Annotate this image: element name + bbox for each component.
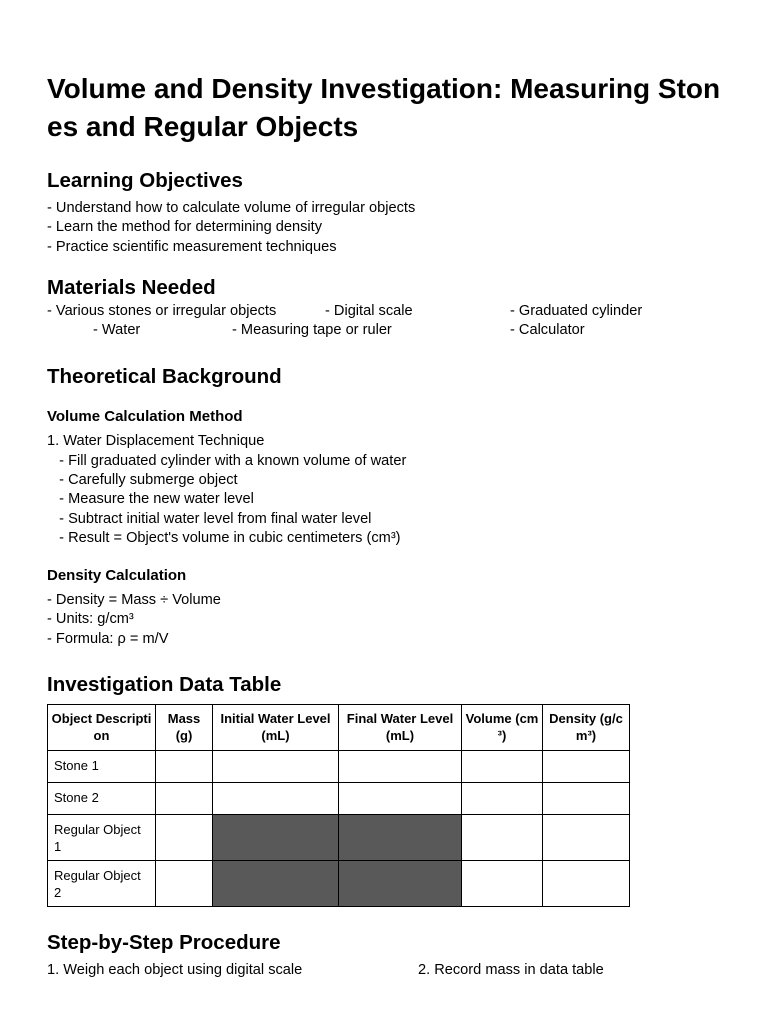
objective-item: - Understand how to calculate volume of irregular objects xyxy=(47,200,416,216)
object-label-cell: Stone 2 xyxy=(48,783,156,815)
shaded-cell xyxy=(213,815,339,861)
material-item: - Measuring tape or ruler xyxy=(232,322,392,338)
table-row xyxy=(48,815,630,861)
table-header-row xyxy=(48,705,630,751)
volume-method-line: - Measure the new water level xyxy=(47,491,254,507)
table-row xyxy=(48,783,630,815)
volume-method-line: - Subtract initial water level from final water level xyxy=(47,511,372,527)
final-level-cell[interactable] xyxy=(339,783,462,815)
material-item: - Calculator xyxy=(510,322,585,338)
material-item: - Graduated cylinder xyxy=(510,303,643,319)
material-item: - Digital scale xyxy=(325,303,413,319)
mass-cell[interactable] xyxy=(156,751,213,783)
initial-level-cell[interactable] xyxy=(213,783,339,815)
volume-cell[interactable] xyxy=(462,861,543,907)
page-title: Volume and Density Investigation: Measuring Stones and Regular Objects xyxy=(47,73,721,142)
density-line: - Units: g/cm³ xyxy=(47,611,134,627)
material-item: - Water xyxy=(93,322,141,338)
objective-item: - Practice scientific measurement techniques xyxy=(47,239,337,255)
volume-cell[interactable] xyxy=(462,783,543,815)
density-cell[interactable] xyxy=(543,861,630,907)
table-row xyxy=(48,861,630,907)
table-row xyxy=(48,751,630,783)
volume-method-line: - Result = Object's volume in cubic centimeters (cm³) xyxy=(47,530,401,546)
initial-level-cell[interactable] xyxy=(213,751,339,783)
density-line: - Density = Mass ÷ Volume xyxy=(47,592,221,608)
column-header: Final Water Level (mL) xyxy=(339,705,462,751)
procedure-step: 1. Weigh each object using digital scale xyxy=(47,962,303,978)
procedure-step: 2. Record mass in data table xyxy=(418,962,604,978)
data-table-heading: Investigation Data Table xyxy=(47,673,282,696)
shaded-cell xyxy=(339,815,462,861)
shaded-cell xyxy=(339,861,462,907)
material-item: - Various stones or irregular objects xyxy=(47,303,277,319)
procedure-heading: Step-by-Step Procedure xyxy=(47,931,281,954)
volume-cell[interactable] xyxy=(462,751,543,783)
objectives-heading: Learning Objectives xyxy=(47,169,243,192)
volume-method-line: - Carefully submerge object xyxy=(47,472,238,488)
mass-cell[interactable] xyxy=(156,783,213,815)
background-heading: Theoretical Background xyxy=(47,365,282,388)
column-header: Mass (g) xyxy=(156,705,213,751)
object-label-cell: Stone 1 xyxy=(48,751,156,783)
volume-method-heading: Volume Calculation Method xyxy=(47,408,243,425)
density-cell[interactable] xyxy=(543,783,630,815)
volume-method-line: 1. Water Displacement Technique xyxy=(47,433,265,449)
density-calculation-heading: Density Calculation xyxy=(47,567,187,584)
density-cell[interactable] xyxy=(543,815,630,861)
investigation-data-table xyxy=(47,704,630,907)
final-level-cell[interactable] xyxy=(339,751,462,783)
materials-heading: Materials Needed xyxy=(47,276,216,299)
density-cell[interactable] xyxy=(543,751,630,783)
shaded-cell xyxy=(213,861,339,907)
object-label-cell: Regular Object 1 xyxy=(48,815,156,861)
mass-cell[interactable] xyxy=(156,861,213,907)
objective-item: - Learn the method for determining density xyxy=(47,219,323,235)
mass-cell[interactable] xyxy=(156,815,213,861)
density-line: - Formula: ρ = m/V xyxy=(47,631,169,647)
column-header: Volume (cm³) xyxy=(462,705,543,751)
column-header: Initial Water Level (mL) xyxy=(213,705,339,751)
object-label-cell: Regular Object 2 xyxy=(48,861,156,907)
volume-method-line: - Fill graduated cylinder with a known volume of water xyxy=(47,453,407,469)
column-header: Object Description xyxy=(48,705,156,751)
volume-cell[interactable] xyxy=(462,815,543,861)
column-header: Density (g/cm³) xyxy=(543,705,630,751)
